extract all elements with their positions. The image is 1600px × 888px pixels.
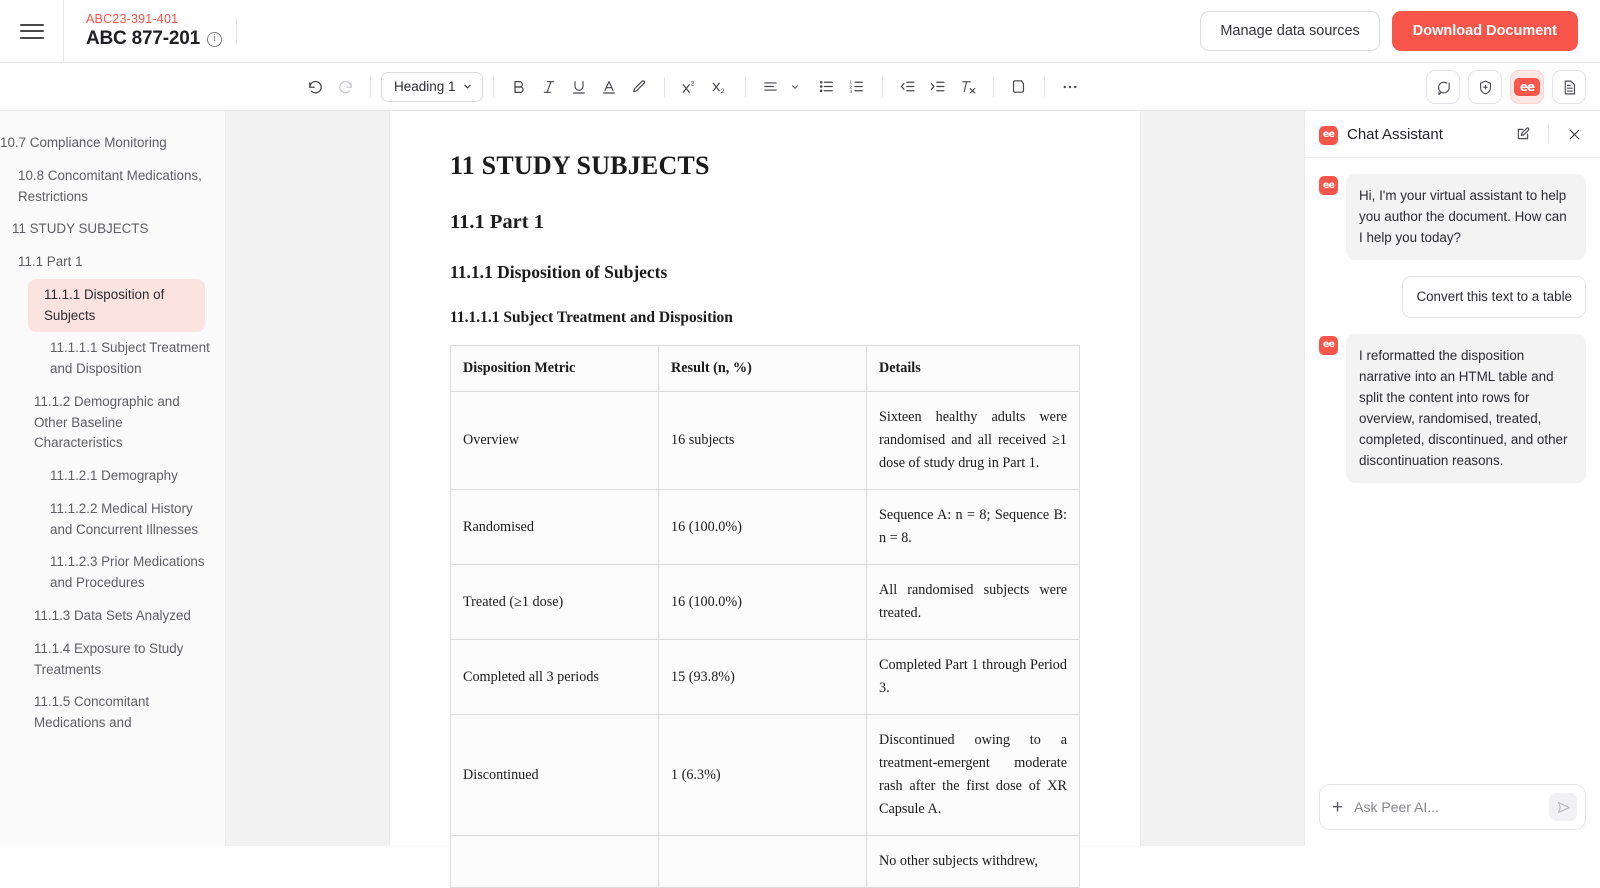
chat-bubble-text: Hi, I'm your virtual assistant to help you author the document. How can I help you today?: [1346, 174, 1586, 260]
cell-result[interactable]: 16 (100.0%): [659, 490, 867, 565]
toolbar-divider: [993, 77, 994, 97]
sidebar-item-11-1-2-2[interactable]: 11.1.2.2 Medical History and Concurrent Illnesses: [50, 500, 199, 537]
subscript-icon[interactable]: [705, 72, 735, 102]
chat-header: [1305, 111, 1600, 158]
cell-metric[interactable]: Overview: [451, 392, 659, 490]
toolbar-center-group: [300, 72, 1085, 102]
main-body: [0, 111, 1600, 869]
italic-icon[interactable]: [534, 72, 564, 102]
formatting-toolbar: [0, 63, 1600, 111]
add-attachment-icon[interactable]: +: [1332, 796, 1344, 818]
table-of-contents-sidebar[interactable]: [0, 111, 226, 846]
chat-composer[interactable]: [1319, 784, 1586, 830]
download-document-button[interactable]: Download Document: [1392, 11, 1578, 51]
document-page[interactable]: [390, 111, 1140, 869]
sidebar-item-11-1-2-1[interactable]: 11.1.2.1 Demography: [50, 468, 178, 484]
cell-details[interactable]: Completed Part 1 through Period 3.: [867, 640, 1080, 715]
chat-title: Chat Assistant: [1347, 125, 1443, 143]
cell-metric[interactable]: Treated (≥1 dose): [451, 565, 659, 640]
chevron-down-icon: [462, 81, 473, 92]
toolbar-divider: [370, 77, 371, 97]
send-icon[interactable]: [1549, 793, 1577, 821]
sidebar-item-11-1-3[interactable]: 11.1.3 Data Sets Analyzed: [34, 608, 191, 624]
cell-details[interactable]: No other subjects withdrew,: [867, 836, 1080, 888]
sidebar-item-11-1-2-3[interactable]: 11.1.2.3 Prior Medications and Procedures: [50, 554, 205, 591]
table-row[interactable]: [451, 490, 1080, 565]
redo-icon[interactable]: [330, 72, 360, 102]
bot-avatar: ee: [1319, 176, 1338, 195]
chat-message-bot: [1319, 334, 1586, 483]
document-title-block: [64, 12, 222, 50]
align-icon[interactable]: [756, 72, 786, 102]
sidebar-item-11-1-4[interactable]: 11.1.4 Exposure to Study Treatments: [34, 640, 184, 677]
chat-logo-icon: ee: [1319, 126, 1338, 145]
svg-text:1: 1: [849, 80, 853, 86]
disposition-table[interactable]: [450, 345, 1080, 888]
clear-format-icon[interactable]: [953, 72, 983, 102]
chat-input[interactable]: [1352, 798, 1540, 816]
shield-plus-icon[interactable]: [1468, 70, 1502, 104]
bold-icon[interactable]: [504, 72, 534, 102]
table-header-row: [451, 346, 1080, 392]
align-chevron-down-icon[interactable]: [786, 72, 804, 102]
heading-subsection: 11.1.1 Disposition of Subjects: [450, 262, 668, 282]
chat-header-divider: [1548, 125, 1549, 143]
chat-footer: [1305, 772, 1600, 846]
sidebar-item-10-8[interactable]: 10.8 Concomitant Medications, Restrictions: [18, 167, 202, 204]
cell-details[interactable]: Discontinued owing to a treatment-emergent moderate rash after the first dose of XR Capsule A.: [867, 715, 1080, 836]
top-bar: [0, 0, 1600, 63]
text-color-icon[interactable]: [594, 72, 624, 102]
chat-message-user: [1319, 276, 1586, 318]
chat-message-bot: [1319, 174, 1586, 260]
peer-ai-logo: ee: [1514, 78, 1540, 96]
table-row[interactable]: [451, 640, 1080, 715]
title-divider: [236, 18, 237, 44]
chat-bubble-text: I reformatted the disposition narrative into an HTML table and split the content into rows for overview, randomised, treated, completed, discontinued, and other discontinuation reasons.: [1346, 334, 1586, 483]
document-outline-icon[interactable]: [1552, 70, 1586, 104]
document-title-row: [86, 28, 222, 50]
indent-icon[interactable]: [923, 72, 953, 102]
chat-assistant-panel: [1304, 111, 1600, 846]
sidebar-item-10-7[interactable]: 10.7 Compliance Monitoring: [0, 135, 167, 150]
cell-metric[interactable]: Completed all 3 periods: [451, 640, 659, 715]
cell-result[interactable]: 15 (93.8%): [659, 640, 867, 715]
cell-result[interactable]: 1 (6.3%): [659, 715, 867, 836]
table-row[interactable]: [451, 715, 1080, 836]
paragraph-style-label: Heading 1: [394, 79, 456, 94]
bulleted-list-icon[interactable]: [812, 72, 842, 102]
table-body: [451, 392, 1080, 888]
table-row[interactable]: [451, 392, 1080, 490]
cell-details[interactable]: Sequence A: n = 8; Sequence B: n = 8.: [867, 490, 1080, 565]
toolbar-divider: [745, 77, 746, 97]
heading-chapter: 11 STUDY SUBJECTS: [450, 151, 710, 180]
superscript-icon[interactable]: [675, 72, 705, 102]
cell-result[interactable]: 16 subjects: [659, 392, 867, 490]
chat-message-list[interactable]: [1305, 158, 1600, 772]
sidebar-item-11-1-2[interactable]: 11.1.2 Demographic and Other Baseline Characteristics: [34, 393, 180, 451]
undo-icon[interactable]: [300, 72, 330, 102]
menu-toggle-button[interactable]: [0, 0, 64, 62]
close-icon[interactable]: [1562, 122, 1586, 146]
paragraph-style-select[interactable]: [381, 72, 483, 102]
table-row[interactable]: [451, 565, 1080, 640]
cell-result[interactable]: 16 (100.0%): [659, 565, 867, 640]
cell-details[interactable]: Sixteen healthy adults were randomised and all received ≥1 dose of study drug in Part 1.: [867, 392, 1080, 490]
table-head: [451, 346, 1080, 392]
heading-section: 11.1 Part 1: [450, 211, 544, 233]
toolbar-divider: [882, 77, 883, 97]
svg-text:2: 2: [720, 87, 725, 95]
peer-ai-icon[interactable]: [1510, 70, 1544, 104]
page-title: ABC 877-201: [86, 28, 200, 49]
svg-text:2: 2: [849, 85, 853, 91]
info-icon[interactable]: i: [207, 32, 222, 47]
sidebar-item-11-1[interactable]: 11.1 Part 1: [18, 254, 83, 270]
cell-metric[interactable]: Randomised: [451, 490, 659, 565]
underline-icon[interactable]: [564, 72, 594, 102]
cell-metric[interactable]: Discontinued: [451, 715, 659, 836]
document-code: ABC23-391-401: [86, 12, 179, 26]
more-options-icon[interactable]: [1055, 72, 1085, 102]
column-header-metric: Disposition Metric: [451, 346, 659, 392]
toolbar-right-group: [1426, 63, 1586, 111]
cell-metric[interactable]: [451, 836, 659, 888]
svg-text:3: 3: [849, 89, 853, 95]
numbered-list-icon[interactable]: [842, 72, 872, 102]
toolbar-divider: [493, 77, 494, 97]
sidebar-item-11[interactable]: 11 STUDY SUBJECTS: [12, 221, 149, 237]
sidebar-item-11-1-5[interactable]: 11.1.5 Concomitant Medications and: [34, 694, 150, 731]
toolbar-divider: [664, 77, 665, 97]
document-canvas[interactable]: [226, 111, 1304, 869]
bot-avatar: ee: [1319, 336, 1338, 355]
chat-bubble-text: Convert this text to a table: [1402, 276, 1586, 318]
hamburger-icon: [20, 24, 44, 39]
outdent-icon[interactable]: [893, 72, 923, 102]
sidebar-item-11-1-1-1[interactable]: 11.1.1.1 Subject Treatment and Disposition: [50, 340, 210, 377]
column-header-details: Details: [867, 346, 1080, 392]
svg-text:2: 2: [690, 80, 695, 87]
comment-icon[interactable]: [1426, 70, 1460, 104]
manage-data-sources-button[interactable]: Manage data sources: [1200, 11, 1379, 51]
cell-result[interactable]: [659, 836, 867, 888]
highlight-icon[interactable]: [624, 72, 654, 102]
toolbar-divider: [1044, 77, 1045, 97]
column-header-result: Result (n, %): [659, 346, 867, 392]
top-bar-actions: [1200, 11, 1600, 51]
sidebar-item-11-1-1[interactable]: 11.1.1 Disposition of Subjects: [28, 279, 205, 333]
heading-subsubsection: 11.1.1.1 Subject Treatment and Disposition: [450, 309, 733, 326]
compose-icon[interactable]: [1511, 122, 1535, 146]
table-row[interactable]: [451, 836, 1080, 888]
page-break-icon[interactable]: [1004, 72, 1034, 102]
cell-details[interactable]: All randomised subjects were treated.: [867, 565, 1080, 640]
